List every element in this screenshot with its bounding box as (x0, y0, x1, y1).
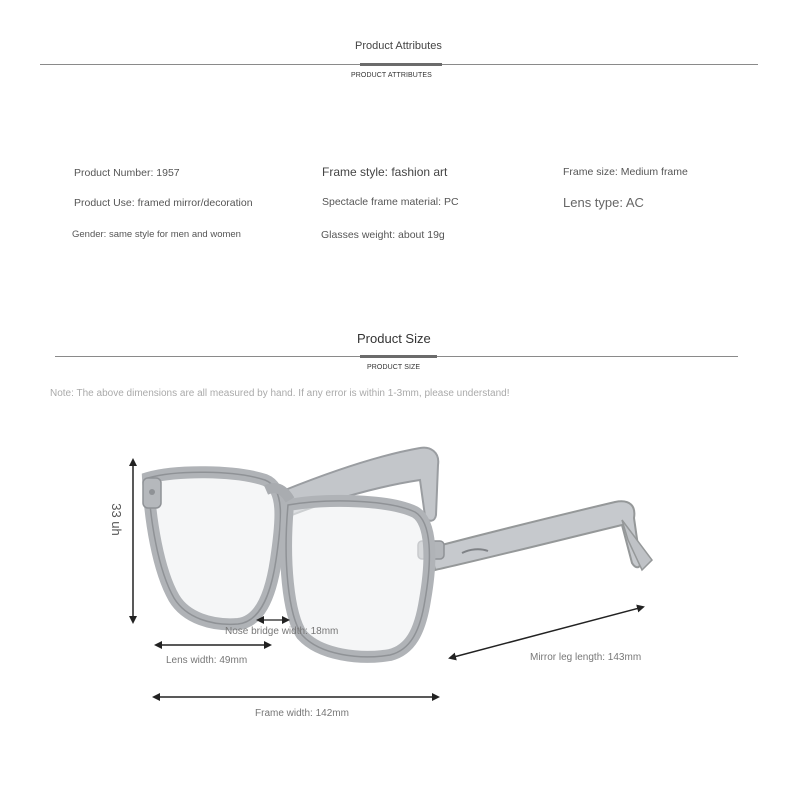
attributes-subtitle: PRODUCT ATTRIBUTES (351, 72, 432, 79)
attr-frame-style: Frame style: fashion art (322, 165, 448, 179)
attr-gender: Gender: same style for men and women (72, 229, 241, 240)
attr-lens-type: Lens type: AC (563, 195, 644, 210)
temple-length-arrow (450, 607, 643, 658)
lens-height-label: 33 uh (108, 503, 124, 536)
size-subtitle: PRODUCT SIZE (367, 364, 421, 371)
near-temple (430, 501, 640, 570)
nose-bridge-label: Nose bridge width: 18mm (225, 626, 339, 637)
left-rivet (149, 489, 155, 495)
measurement-note: Note: The above dimensions are all measured by hand. If any error is within 1-3mm, please understand! (50, 388, 510, 399)
frame-width-label: Frame width: 142mm (255, 708, 349, 719)
attr-frame-size: Frame size: Medium frame (563, 166, 688, 178)
temple-length-label: Mirror leg length: 143mm (530, 652, 642, 663)
attr-product-use: Product Use: framed mirror/decoration (74, 197, 253, 209)
attr-frame-material: Spectacle frame material: PC (322, 196, 459, 208)
attributes-title: Product Attributes (355, 40, 442, 52)
size-title: Product Size (357, 331, 431, 346)
left-rim (148, 472, 280, 624)
attr-product-number: Product Number: 1957 (74, 167, 180, 179)
lens-width-label: Lens width: 49mm (166, 655, 248, 666)
attr-glasses-weight: Glasses weight: about 19g (321, 229, 445, 241)
